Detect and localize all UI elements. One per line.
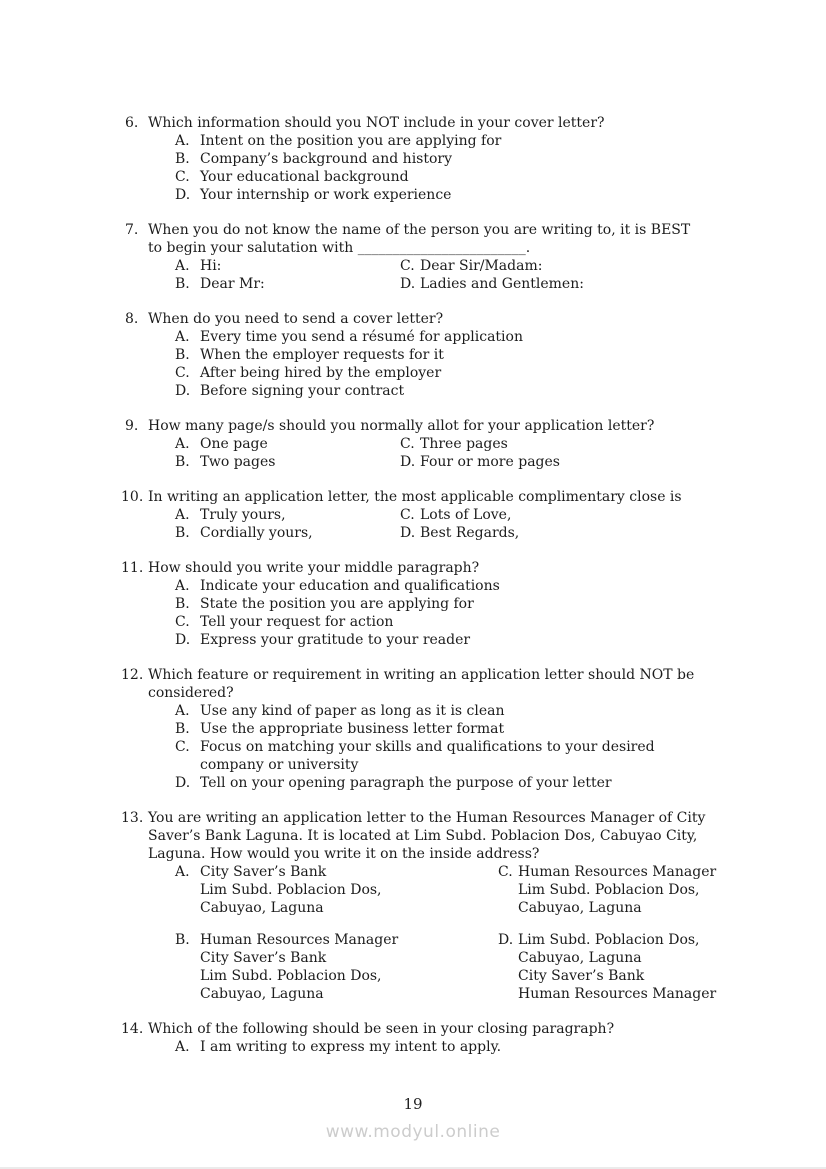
option-letter: A. — [175, 507, 190, 523]
option-a — [175, 435, 400, 453]
question-13-text-line2: Saver’s Bank Laguna. It is located at Lim Subd. Poblacion Dos, Cabuyao City, — [148, 828, 698, 844]
question-8-number: 8. — [125, 311, 139, 327]
option-c — [175, 738, 765, 774]
question-13-text-line3: Laguna. How would you write it on the inside address? — [148, 846, 540, 862]
option-d — [400, 453, 765, 471]
option-letter: A. — [175, 864, 190, 880]
address-line: Lim Subd. Poblacion Dos, — [518, 882, 700, 898]
question-13-text-line1: You are writing an application letter to the Human Resources Manager of City — [148, 810, 706, 826]
question-10 — [121, 488, 765, 542]
option-text: I am writing to express my intent to apply. — [200, 1039, 502, 1055]
question-6-number: 6. — [125, 115, 139, 131]
option-b — [175, 275, 400, 293]
option-text: Four or more pages — [420, 454, 560, 470]
option-b — [175, 720, 765, 738]
option-letter: C. — [400, 507, 415, 523]
option-text-line1: Focus on matching your skills and qualifications to your desired — [200, 739, 655, 755]
option-letter: D. — [175, 775, 191, 791]
question-7-text-line2: to begin your salutation with ________________________. — [148, 240, 531, 256]
option-text: After being hired by the employer — [200, 365, 442, 381]
option-a — [175, 257, 400, 275]
option-letter: B. — [175, 932, 190, 948]
question-8-options — [148, 328, 765, 400]
question-6 — [125, 114, 765, 204]
address-line: Lim Subd. Poblacion Dos, — [200, 968, 382, 984]
option-letter: C. — [175, 614, 190, 630]
address-line: City Saver’s Bank — [200, 950, 327, 966]
option-text: Tell your request for action — [200, 614, 394, 630]
option-letter: D. — [400, 525, 416, 541]
option-letter: C. — [175, 169, 190, 185]
question-9-number: 9. — [125, 418, 139, 434]
address-line: Lim Subd. Poblacion Dos, — [200, 882, 382, 898]
question-12 — [121, 666, 765, 792]
question-12-text-line1: Which feature or requirement in writing an application letter should NOT be — [148, 667, 695, 683]
question-10-text: In writing an application letter, the most applicable complimentary close is — [148, 489, 682, 505]
option-letter: B. — [175, 525, 190, 541]
question-14 — [121, 1020, 765, 1056]
option-d — [400, 275, 765, 293]
question-14-options — [148, 1038, 765, 1056]
question-14-text: Which of the following should be seen in your closing paragraph? — [148, 1021, 615, 1037]
option-letter: D. — [400, 276, 416, 292]
question-11-number: 11. — [121, 560, 144, 576]
option-letter: C. — [400, 258, 415, 274]
option-b — [175, 595, 765, 613]
option-letter: C. — [400, 436, 415, 452]
option-letter: D. — [400, 454, 416, 470]
option-a — [175, 506, 400, 524]
question-7-options — [175, 257, 765, 293]
option-text: Express your gratitude to your reader — [200, 632, 471, 648]
option-text: Intent on the position you are applying for — [200, 133, 502, 149]
question-7 — [125, 221, 765, 293]
option-a — [175, 702, 765, 720]
address-line: Human Resources Manager — [200, 932, 399, 948]
question-9 — [125, 417, 765, 471]
option-text: Dear Mr: — [200, 276, 265, 292]
watermark: www.modyul.online — [325, 1122, 501, 1142]
option-b — [175, 931, 498, 1003]
question-11-options — [148, 577, 765, 649]
option-letter: C. — [498, 864, 513, 880]
option-letter: A. — [175, 703, 190, 719]
question-13 — [121, 809, 765, 1003]
question-9-text: How many page/s should you normally allot for your application letter? — [148, 418, 655, 434]
option-d — [175, 774, 765, 792]
option-a — [175, 1038, 765, 1056]
option-letter: D. — [498, 932, 514, 948]
question-8 — [125, 310, 765, 400]
option-letter: B. — [175, 151, 190, 167]
option-text: Every time you send a résumé for application — [200, 329, 523, 345]
questions-area — [121, 114, 765, 1073]
option-letter: A. — [175, 436, 190, 452]
option-text: Tell on your opening paragraph the purpose of your letter — [200, 775, 612, 791]
option-letter: B. — [175, 347, 190, 363]
option-d — [498, 931, 765, 1003]
address-line: Cabuyao, Laguna — [200, 986, 324, 1002]
option-text: Dear Sir/Madam: — [420, 258, 543, 274]
question-13-options-group-2 — [175, 931, 765, 1003]
option-text: Best Regards, — [420, 525, 520, 541]
option-d — [175, 631, 765, 649]
page-number: 19 — [403, 1095, 423, 1113]
option-letter: B. — [175, 276, 190, 292]
address-line: City Saver’s Bank — [200, 864, 327, 880]
question-9-options — [175, 435, 765, 471]
question-10-number: 10. — [121, 489, 144, 505]
question-11-text: How should you write your middle paragraph? — [148, 560, 480, 576]
option-text: Three pages — [420, 436, 508, 452]
question-12-number: 12. — [121, 667, 144, 683]
option-text: Ladies and Gentlemen: — [420, 276, 584, 292]
address-line: Cabuyao, Laguna — [518, 900, 642, 916]
option-text: Cordially yours, — [200, 525, 313, 541]
option-b — [175, 346, 765, 364]
option-text: State the position you are applying for — [200, 596, 474, 612]
option-d — [175, 382, 765, 400]
question-11 — [121, 559, 765, 649]
question-12-options — [148, 702, 765, 792]
option-text: Use the appropriate business letter format — [200, 721, 505, 737]
address-line: Human Resources Manager — [518, 864, 717, 880]
address-line: Lim Subd. Poblacion Dos, — [518, 932, 700, 948]
option-text: Lots of Love, — [420, 507, 512, 523]
option-a — [175, 863, 498, 917]
question-13-number: 13. — [121, 810, 144, 826]
option-a — [175, 577, 765, 595]
question-10-options — [175, 506, 765, 542]
option-text: Two pages — [200, 454, 276, 470]
address-line: Human Resources Manager — [518, 986, 717, 1002]
option-c — [400, 506, 765, 524]
option-text: Company’s background and history — [200, 151, 453, 167]
option-c — [498, 863, 765, 917]
option-d — [175, 186, 765, 204]
option-letter: B. — [175, 596, 190, 612]
option-letter: D. — [175, 383, 191, 399]
option-b — [175, 453, 400, 471]
option-text: Before signing your contract — [200, 383, 405, 399]
option-text-line2: company or university — [200, 757, 359, 773]
option-c — [175, 364, 765, 382]
option-letter: B. — [175, 721, 190, 737]
question-13-options-group-1 — [175, 863, 765, 917]
question-7-text-line1: When you do not know the name of the person you are writing to, it is BEST — [148, 222, 691, 238]
option-a — [175, 132, 765, 150]
option-text: Hi: — [200, 258, 222, 274]
option-text: One page — [200, 436, 268, 452]
option-letter: A. — [175, 578, 190, 594]
address-line: City Saver’s Bank — [518, 968, 645, 984]
option-text: Your educational background — [200, 169, 409, 185]
option-text: Use any kind of paper as long as it is clean — [200, 703, 505, 719]
option-letter: D. — [175, 187, 191, 203]
option-b — [175, 524, 400, 542]
question-14-number: 14. — [121, 1021, 144, 1037]
option-a — [175, 328, 765, 346]
option-letter: D. — [175, 632, 191, 648]
option-letter: A. — [175, 133, 190, 149]
address-line: Cabuyao, Laguna — [200, 900, 324, 916]
option-letter: C. — [175, 739, 190, 755]
option-c — [175, 168, 765, 186]
option-c — [400, 435, 765, 453]
question-7-number: 7. — [125, 222, 139, 238]
option-letter: A. — [175, 258, 190, 274]
question-6-options — [148, 132, 765, 204]
option-text: Truly yours, — [200, 507, 286, 523]
option-d — [400, 524, 765, 542]
option-letter: C. — [175, 365, 190, 381]
question-8-text: When do you need to send a cover letter? — [148, 311, 444, 327]
option-b — [175, 150, 765, 168]
question-6-text: Which information should you NOT include in your cover letter? — [148, 115, 605, 131]
option-letter: A. — [175, 329, 190, 345]
option-text: When the employer requests for it — [200, 347, 444, 363]
option-letter: B. — [175, 454, 190, 470]
option-c — [400, 257, 765, 275]
question-12-text-line2: considered? — [148, 685, 234, 701]
option-letter: A. — [175, 1039, 190, 1055]
address-line: Cabuyao, Laguna — [518, 950, 642, 966]
option-c — [175, 613, 765, 631]
option-text: Indicate your education and qualifications — [200, 578, 500, 594]
option-text: Your internship or work experience — [200, 187, 452, 203]
